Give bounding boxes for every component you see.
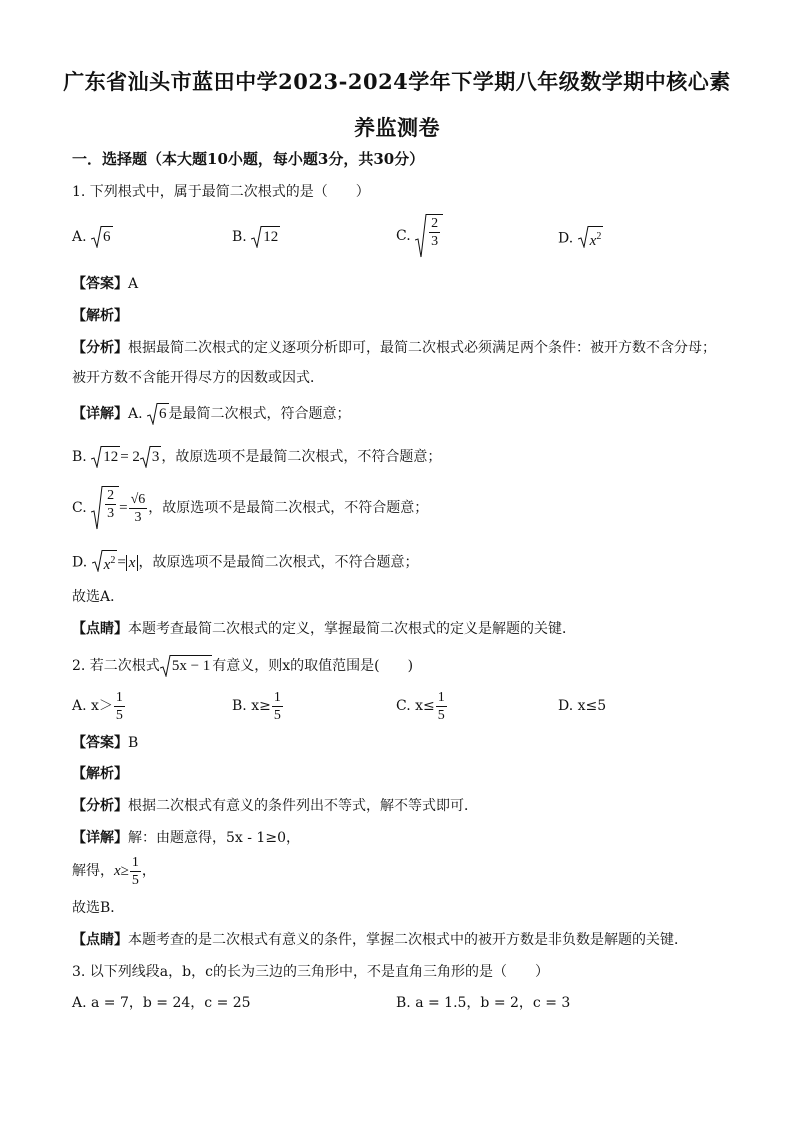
sqrt-expression: 3 xyxy=(140,446,162,468)
q2-answer: 【答案】B xyxy=(72,735,139,751)
q2-solve: 解得，x≥ $\frac{1}{5}$ ， xyxy=(72,854,156,888)
q2-option-a: A. x＞ $\frac{1}{5}$ xyxy=(72,689,123,723)
q1-analysis-heading: 【解析】 xyxy=(72,308,128,324)
q3-option-b: B. a = 1.5，b = 2，c = 3 xyxy=(396,995,571,1011)
sqrt-expression: 12 xyxy=(91,446,120,468)
sqrt-expression: $x^2$ xyxy=(92,550,118,575)
q1-stem: 1. 下列根式中，属于最简二次根式的是（ ） xyxy=(72,184,370,200)
option-label: B. xyxy=(232,229,247,245)
q1-option-a xyxy=(72,226,113,248)
sqrt-expression: 5x − 1 xyxy=(160,655,212,677)
q2-choose: 故选B． xyxy=(72,900,125,916)
q3-stem: 3. 以下列线段a，b，c的长为三边的三角形中，不是直角三角形的是（ ） xyxy=(72,964,549,980)
q1-choose: 故选A． xyxy=(72,589,125,605)
q2-detail: 【详解】解：由题意得，5x - 1≥0， xyxy=(72,830,300,846)
q2-option-d: D. x≤5 xyxy=(558,698,607,714)
absolute-value: x xyxy=(126,555,139,571)
q2-dianjing: 【点睛】本题考查的是二次根式有意义的条件，掌握二次根式中的被开方数是非负数是解题的关键． xyxy=(72,932,688,948)
q2-analysis-heading: 【解析】 xyxy=(72,766,128,782)
radicand: 6 xyxy=(102,226,113,248)
q2-fenxi: 【分析】根据二次根式有意义的条件列出不等式，解不等式即可． xyxy=(72,798,478,814)
fraction: $\frac{2}{3}$ xyxy=(431,216,439,249)
q1-dianjing: 【点睛】本题考查最简二次根式的定义，掌握最简二次根式的定义是解题的关键． xyxy=(72,621,576,637)
q2-option-b: B. x≥ $\frac{1}{5}$ xyxy=(232,689,281,723)
q2-option-c: C. x≤ $\frac{1}{5}$ xyxy=(396,689,445,723)
q2-stem: 2. 若二次根式 5x − 1 有意义，则x的取值范围是( ) xyxy=(72,655,413,677)
document-title-line-2: 养监测卷 xyxy=(354,115,440,140)
sqrt-expression: 6 xyxy=(147,403,169,425)
q1-detail-c: C. $\frac{2}{3}$ = $\frac{√6}{3}$ ，故原选项不是最简二次根式，不符合题意； xyxy=(72,486,428,530)
section-heading: 一．选择题（本大题10小题，每小题3分，共30分） xyxy=(72,150,425,168)
radicand: 12 xyxy=(262,226,280,248)
q3-option-a: A. a = 7，b = 24，c = 25 xyxy=(72,995,251,1011)
q1-answer: 【答案】A xyxy=(72,276,139,292)
q1-fenxi-continued: 被开方数不含能开得尽方的因数或因式． xyxy=(72,370,324,386)
option-label: C. xyxy=(396,228,411,244)
q1-fenxi: 【分析】根据最简二次根式的定义逐项分析即可，最简二次根式必须满足两个条件：被开方数不含分母； xyxy=(72,340,716,356)
q1-option-c xyxy=(396,214,443,258)
q1-option-b xyxy=(232,226,280,248)
option-label: A. xyxy=(72,229,87,245)
sqrt-expression: $\frac{2}{3}$ xyxy=(91,486,119,530)
sqrt-expression xyxy=(415,214,443,258)
sqrt-expression xyxy=(91,226,113,248)
sqrt-expression xyxy=(251,226,280,248)
sqrt-expression: $x^2$ xyxy=(578,226,604,251)
fraction: $\frac{√6}{3}$ xyxy=(130,491,146,525)
document-title-line-1: 广东省汕头市蓝田中学2023-2024学年下学期八年级数学期中核心素 xyxy=(63,69,731,94)
q1-option-d xyxy=(558,226,603,251)
q1-detail-a: 【详解】A. 6 是最简二次根式，符合题意； xyxy=(72,403,351,425)
option-label: D. xyxy=(558,230,574,247)
q1-detail-d: D. $x^2$ = x ，故原选项不是最简二次根式，不符合题意； xyxy=(72,550,418,575)
q1-detail-b: B. 12 = 2 3 ，故原选项不是最简二次根式，不符合题意； xyxy=(72,446,441,468)
